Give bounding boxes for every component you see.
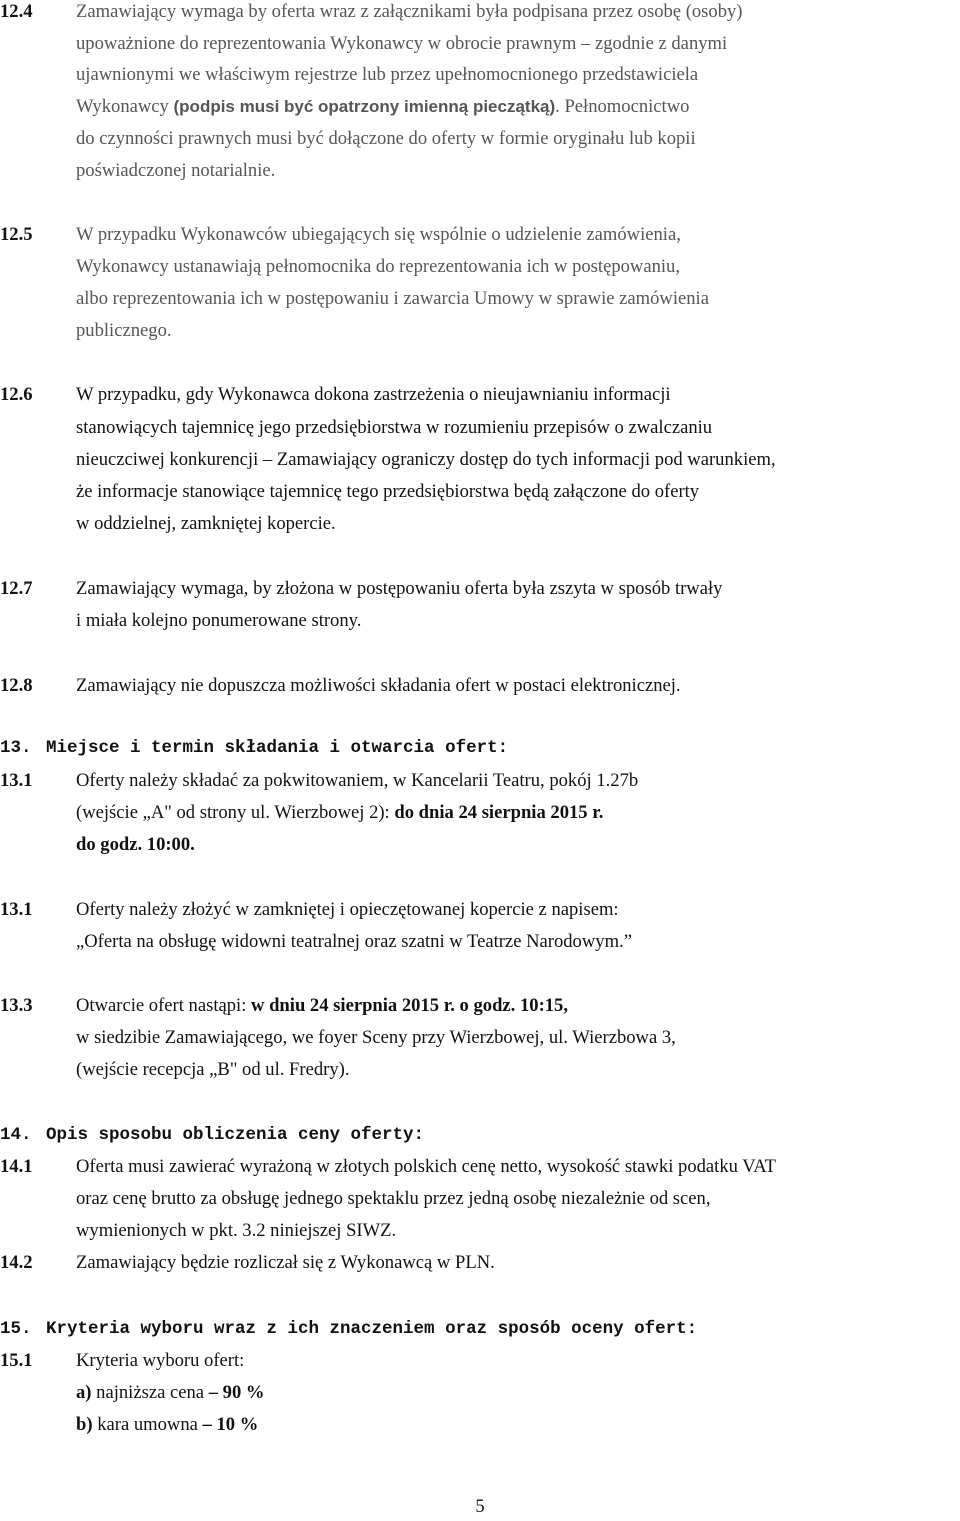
bold-text-segment: (podpis musi być opatrzony imienną pieczątką) xyxy=(173,97,556,116)
text-segment: . Pełnomocnictwo xyxy=(555,96,690,117)
paragraph-text: Zamawiający wymaga, by złożona w postępowaniu oferta była zszyta w sposób trwały xyxy=(76,578,723,599)
paragraph-text: ujawnionymi we właściwym rejestrze lub przez upełnomocnionego przedstawiciela xyxy=(76,64,699,85)
paragraph-text: publicznego. xyxy=(76,320,172,341)
paragraph-text: oraz cenę brutto za obsługę jednego spektaklu przez jedną osobę niezależnie od scen, xyxy=(76,1188,711,1209)
section-number: 13.3 xyxy=(0,995,33,1016)
paragraph-text: Wykonawcy ustanawiają pełnomocnika do reprezentowania ich w postępowaniu, xyxy=(76,256,681,277)
paragraph-text: że informacje stanowiące tajemnicę tego przedsiębiorstwa będą załączone do oferty xyxy=(76,481,700,502)
criterion-label: b) xyxy=(76,1414,93,1435)
paragraph-text: stanowiących tajemnicę jego przedsiębiorstwa w rozumieniu przepisów o zwalczaniu xyxy=(76,417,713,438)
section-number: 13.1 xyxy=(0,899,33,920)
section-number: 12.5 xyxy=(0,224,33,245)
paragraph-text: nieuczciwej konkurencji – Zamawiający ograniczy dostęp do tych informacji pod warunkiem, xyxy=(76,449,776,470)
paragraph-text: w siedzibie Zamawiającego, we foyer Sceny przy Wierzbowej, ul. Wierzbowa 3, xyxy=(76,1027,676,1048)
paragraph-text xyxy=(76,96,689,118)
paragraph-text: Zamawiający wymaga by oferta wraz z załącznikami była podpisana przez osobę (osoby) xyxy=(76,1,743,22)
section-number: 12.4 xyxy=(0,1,33,22)
heading-number: 15. xyxy=(0,1319,32,1339)
section-number: 14.1 xyxy=(0,1156,33,1177)
deadline-time: do godz. 10:00. xyxy=(76,834,195,855)
paragraph-text: poświadczonej notarialnie. xyxy=(76,160,276,181)
opening-date: w dniu 24 sierpnia 2015 r. o godz. 10:15, xyxy=(251,995,569,1016)
paragraph-text: Oferty należy złożyć w zamkniętej i opieczętowanej kopercie z napisem: xyxy=(76,899,619,920)
section-number: 15.1 xyxy=(0,1350,33,1371)
paragraph-text: albo reprezentowania ich w postępowaniu i zawarcia Umowy w sprawie zamówienia xyxy=(76,288,709,309)
heading-title: Miejsce i termin składania i otwarcia ofert: xyxy=(46,738,509,758)
section-number: 12.7 xyxy=(0,578,33,599)
paragraph-text: W przypadku, gdy Wykonawca dokona zastrzeżenia o nieujawnianiu informacji xyxy=(76,384,671,405)
paragraph-text: Zamawiający nie dopuszcza możliwości składania ofert w postaci elektronicznej. xyxy=(76,675,681,696)
paragraph-text: W przypadku Wykonawców ubiegających się wspólnie o udzielenie zamówienia, xyxy=(76,224,681,245)
section-number: 14.2 xyxy=(0,1252,33,1273)
paragraph-text: Zamawiający będzie rozliczał się z Wykonawcą w PLN. xyxy=(76,1252,495,1273)
section-number: 13.1 xyxy=(0,770,33,791)
text-segment: Otwarcie ofert nastąpi: xyxy=(76,995,252,1016)
paragraph-text xyxy=(76,995,568,1017)
paragraph-text: Oferta musi zawierać wyrażoną w złotych polskich cenę netto, wysokość stawki podatku VAT xyxy=(76,1156,776,1177)
criterion-name: kara umowna xyxy=(97,1414,198,1435)
criterion-label: a) xyxy=(76,1382,92,1403)
paragraph-text: (wejście recepcja „B" od ul. Fredry). xyxy=(76,1059,350,1080)
paragraph-text: Oferty należy składać za pokwitowaniem, w Kancelarii Teatru, pokój 1.27b xyxy=(76,770,639,791)
deadline-date: do dnia 24 sierpnia 2015 r. xyxy=(394,802,604,823)
paragraph-text: Kryteria wyboru ofert: xyxy=(76,1350,245,1371)
text-segment: Wykonawcy xyxy=(76,96,169,117)
paragraph-text: w oddzielnej, zamkniętej kopercie. xyxy=(76,513,336,534)
page-number: 5 xyxy=(475,1496,485,1517)
heading-title: Opis sposobu obliczenia ceny oferty: xyxy=(46,1125,425,1145)
heading-title: Kryteria wyboru wraz z ich znaczeniem oraz sposób oceny ofert: xyxy=(46,1319,698,1339)
paragraph-text: upoważnione do reprezentowania Wykonawcy w obrocie prawnym – zgodnie z danymi xyxy=(76,33,728,54)
criterion-weight: – 90 % xyxy=(208,1382,265,1403)
criterion-weight: – 10 % xyxy=(202,1414,259,1435)
section-number: 12.6 xyxy=(0,384,33,405)
paragraph-text: i miała kolejno ponumerowane strony. xyxy=(76,610,362,631)
text-segment: (wejście „A" od strony ul. Wierzbowej 2): xyxy=(76,802,395,823)
section-number: 12.8 xyxy=(0,675,33,696)
criterion-item xyxy=(76,1414,258,1436)
criterion-name: najniższa cena xyxy=(96,1382,205,1403)
paragraph-text xyxy=(76,802,603,824)
criterion-item xyxy=(76,1382,264,1404)
envelope-label-text: „Oferta na obsługę widowni teatralnej oraz szatni w Teatrze Narodowym.” xyxy=(76,931,632,952)
paragraph-text: wymienionych w pkt. 3.2 niniejszej SIWZ. xyxy=(76,1220,397,1241)
heading-number: 13. xyxy=(0,738,32,758)
heading-number: 14. xyxy=(0,1125,32,1145)
paragraph-text: do czynności prawnych musi być dołączone do oferty w formie oryginału lub kopii xyxy=(76,128,696,149)
